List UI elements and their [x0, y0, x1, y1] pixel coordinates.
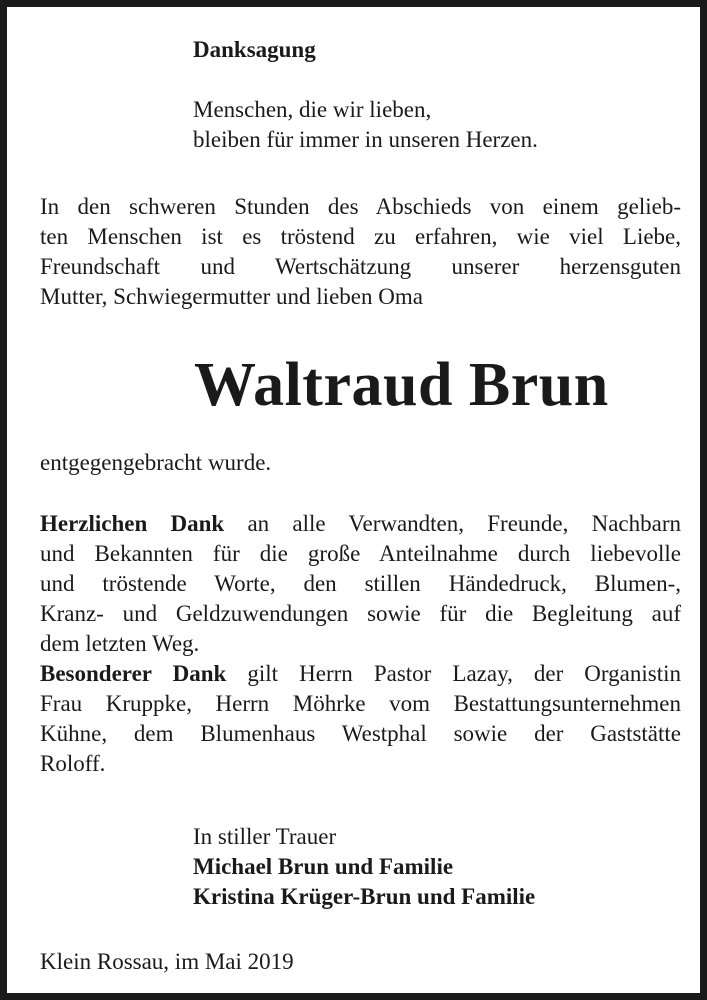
thanks-line: [40, 509, 681, 539]
besonderer-dank-label: Besonderer Dank: [40, 661, 227, 686]
thanks-text: an alle Verwandten, Freunde, Nachbarn: [224, 511, 681, 536]
place-date: Klein Rossau, im Mai 2019: [40, 949, 294, 974]
thanks-text: gilt Herrn Pastor Lazay, der Organistin: [226, 661, 681, 686]
signature-block: [193, 822, 535, 912]
herzlich-dank-label: Herzlichen Dank: [40, 511, 225, 536]
intro-line: Mutter, Schwiegermutter und lieben Oma: [40, 284, 423, 309]
after-name-text: entgegengebracht wurde.: [40, 450, 272, 475]
deceased-name: Waltraud Brun: [194, 351, 609, 419]
motto-line: bleiben für immer in unseren Herzen.: [193, 127, 538, 152]
signature-family: Kristina Krüger-Brun und Familie: [193, 884, 536, 909]
signature-intro: In stiller Trauer: [193, 824, 337, 849]
motto: [193, 95, 538, 155]
thanks-paragraph: [40, 509, 681, 779]
thanks-line: [40, 659, 681, 689]
heading-danksagung: Danksagung: [193, 37, 316, 62]
motto-line: Menschen, die wir lieben,: [193, 97, 432, 122]
intro-line: In den schweren Stunden des Abschieds von einem gelieb-: [40, 194, 681, 219]
intro-line: Freundschaft und Wertschätzung unserer herzensguten: [40, 254, 681, 279]
intro-line: ten Menschen ist es tröstend zu erfahren, wie viel Liebe,: [40, 224, 681, 249]
thanks-line: und Bekannten für die große Anteilnahme durch liebevolle: [40, 541, 681, 566]
thanks-line: und tröstende Worte, den stillen Händedruck, Blumen-,: [40, 571, 681, 596]
intro-paragraph: [40, 192, 681, 312]
thanks-line: dem letzten Weg.: [40, 631, 200, 656]
signature-family: Michael Brun und Familie: [193, 854, 454, 879]
thanks-line: Roloff.: [40, 751, 106, 776]
thanks-line: Frau Kruppke, Herrn Möhrke vom Bestattungsunternehmen: [40, 691, 681, 716]
thanks-line: Kühne, dem Blumenhaus Westphal sowie der Gaststätte: [40, 721, 681, 746]
thanks-line: Kranz- und Geldzuwendungen sowie für die Begleitung auf: [40, 601, 681, 626]
